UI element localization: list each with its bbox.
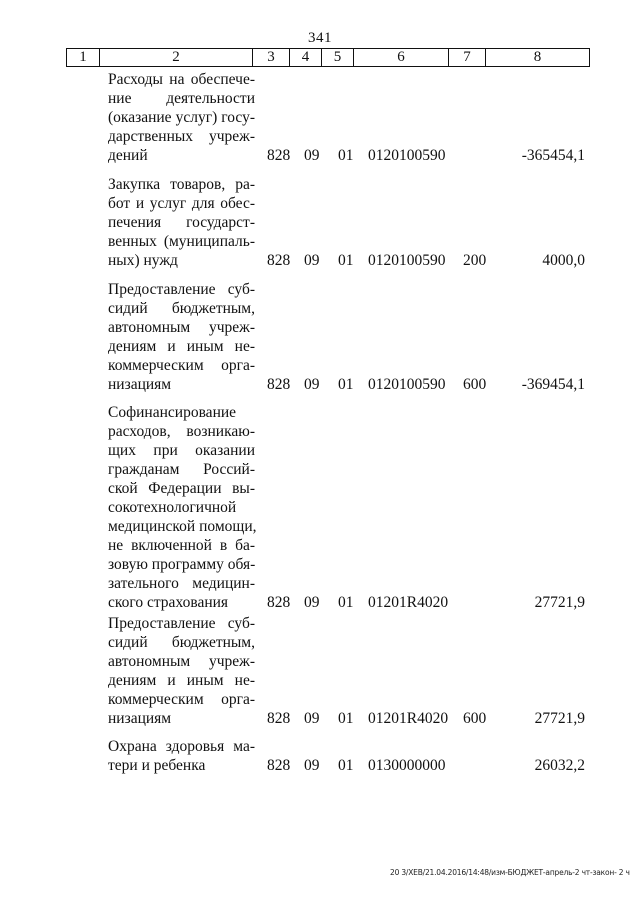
section-code: 09 <box>304 594 320 611</box>
description-line: ние деятельности <box>108 90 255 107</box>
target-article-code: 0120100590 <box>368 252 446 269</box>
target-article-code: 0120100590 <box>368 147 446 164</box>
description-line: автономным учреж- <box>108 319 255 336</box>
description-line: Расходы на обеспече- <box>108 71 255 88</box>
row-description <box>108 70 255 165</box>
target-article-code: 01201R4020 <box>368 710 449 727</box>
description-line: сидий бюджетным, <box>108 300 255 317</box>
description-line: коммерческим орга- <box>108 357 255 374</box>
description-line: Софинансирование <box>108 404 237 421</box>
description-line: бот и услуг для обес- <box>108 195 255 212</box>
amount: 4000,0 <box>542 252 585 269</box>
expense-type-code: 600 <box>463 710 487 727</box>
subsection-code: 01 <box>338 147 354 164</box>
description-line: ской Федерации вы- <box>108 480 255 497</box>
description-line: печения государст- <box>108 214 255 231</box>
column-header: 5 <box>322 49 354 67</box>
description-line: низациям <box>108 710 172 727</box>
section-code: 09 <box>304 252 320 269</box>
description-line: щих при оказании <box>108 442 255 459</box>
expense-type-code: 200 <box>463 252 487 269</box>
description-line: Закупка товаров, ра- <box>108 176 255 193</box>
description-line: зательного медицин- <box>108 575 255 592</box>
target-article-code: 0120100590 <box>368 376 446 393</box>
description-line: автономным учреж- <box>108 653 255 670</box>
subsection-code: 01 <box>338 710 354 727</box>
row-description <box>108 175 255 270</box>
page-number: 341 <box>308 30 332 46</box>
column-header: 8 <box>486 49 590 67</box>
department-code: 828 <box>267 376 291 393</box>
department-code: 828 <box>267 710 291 727</box>
description-line: (оказание услуг) госу- <box>108 109 255 126</box>
column-header: 6 <box>354 49 449 67</box>
description-line: зовую программу обя- <box>108 556 256 573</box>
department-code: 828 <box>267 757 291 774</box>
column-header: 3 <box>253 49 290 67</box>
subsection-code: 01 <box>338 252 354 269</box>
column-header: 4 <box>290 49 322 67</box>
description-line: дениям и иным не- <box>108 672 255 689</box>
target-article-code: 0130000000 <box>368 757 446 774</box>
description-line: дарственных учреж- <box>108 128 255 145</box>
description-line: ского страхования <box>108 594 229 611</box>
description-line: Предоставление суб- <box>108 615 255 632</box>
description-line: гражданам Россий- <box>108 461 255 478</box>
amount: 27721,9 <box>534 710 585 727</box>
subsection-code: 01 <box>338 757 354 774</box>
column-header: 1 <box>67 49 100 67</box>
description-line: сокотехнологичной <box>108 499 237 516</box>
row-description <box>108 403 255 612</box>
department-code: 828 <box>267 252 291 269</box>
amount: 26032,2 <box>534 757 585 774</box>
description-line: коммерческим орга- <box>108 691 255 708</box>
department-code: 828 <box>267 147 291 164</box>
amount: -365454,1 <box>521 147 585 164</box>
row-description <box>108 737 255 775</box>
description-line: расходов, возникаю- <box>108 423 255 440</box>
amount: -369454,1 <box>521 376 585 393</box>
description-line: Охрана здоровья ма- <box>108 738 255 755</box>
description-line: дениям и иным не- <box>108 338 255 355</box>
description-line: венных (муниципаль- <box>108 233 255 250</box>
document-footer-stamp: 20 3/XEB/21.04.2016/14:48/изм-БЮДЖЕТ-апрель-2 чт-закон- 2 ч <box>390 868 630 877</box>
description-line: низациям <box>108 376 172 393</box>
section-code: 09 <box>304 757 320 774</box>
expense-type-code: 600 <box>463 376 487 393</box>
description-line: ных) нужд <box>108 252 178 269</box>
amount: 27721,9 <box>534 594 585 611</box>
section-code: 09 <box>304 376 320 393</box>
target-article-code: 01201R4020 <box>368 594 449 611</box>
column-header: 2 <box>100 49 253 67</box>
description-line: Предоставление суб- <box>108 281 255 298</box>
department-code: 828 <box>267 594 291 611</box>
section-code: 09 <box>304 710 320 727</box>
description-line: дений <box>108 147 148 164</box>
subsection-code: 01 <box>338 376 354 393</box>
description-line: сидий бюджетным, <box>108 634 255 651</box>
row-description <box>108 614 255 728</box>
section-code: 09 <box>304 147 320 164</box>
description-line: тери и ребенка <box>108 757 206 774</box>
column-header: 7 <box>449 49 486 67</box>
description-line: не включенной в ба- <box>108 537 255 554</box>
description-line: медицинской помощи, <box>108 518 257 535</box>
subsection-code: 01 <box>338 594 354 611</box>
row-description <box>108 280 255 394</box>
